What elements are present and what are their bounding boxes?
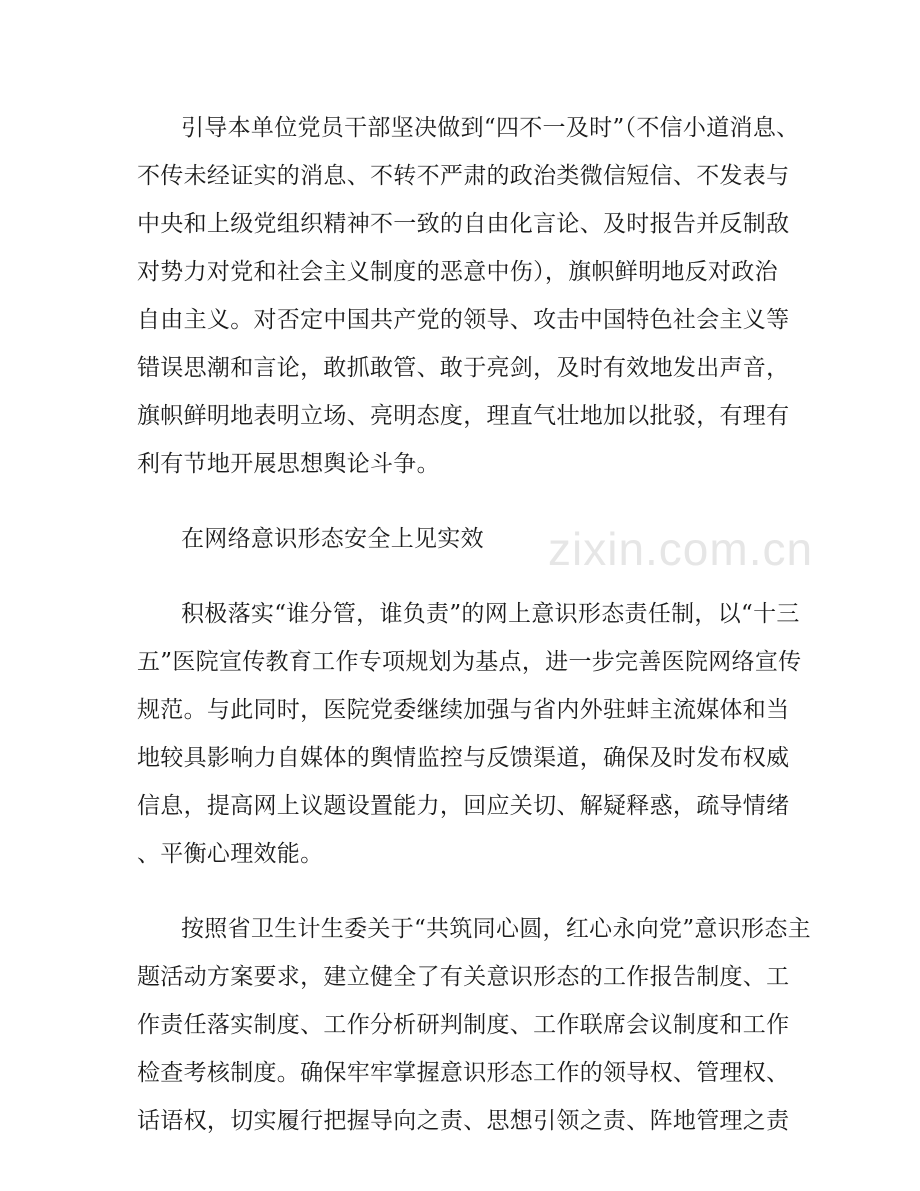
paragraph-2-line-3: 规范。与此同时，医院党委继续加强与省内外驻蚌主流媒体和当 — [137, 697, 790, 723]
paragraph-1-line-1: 引导本单位党员干部坚决做到“四不一及时”（不信小道消息、 — [181, 115, 800, 141]
section-heading: 在网络意识形态安全上见实效 — [181, 526, 484, 552]
paragraph-1-line-6: 错误思潮和言论，敢抓敢管、敢于亮剑，及时有效地发出声音， — [137, 355, 790, 381]
paragraph-3-line-2: 题活动方案要求，建立健全了有关意识形态的工作报告制度、工 — [137, 964, 790, 990]
watermark: zixin.com.cn — [548, 523, 814, 575]
paragraph-1-line-7: 旗帜鲜明地表明立场、亮明态度，理直气壮地加以批驳，有理有 — [137, 403, 790, 429]
paragraph-3-line-1: 按照省卫生计生委关于“共筑同心圆，红心永向党”意识形态主 — [181, 916, 811, 942]
paragraph-3-line-5: 话语权，切实履行把握导向之责、思想引领之责、阵地管理之责 — [137, 1108, 790, 1134]
paragraph-1-line-4: 对势力对党和社会主义制度的恶意中伤），旗帜鲜明地反对政治 — [137, 259, 778, 285]
paragraph-1-line-8: 利有节地开展思想舆论斗争。 — [137, 451, 440, 477]
paragraph-3-line-3: 作责任落实制度、工作分析研判制度、工作联席会议制度和工作 — [137, 1012, 790, 1038]
paragraph-3-line-4: 检查考核制度。确保牢牢掌握意识形态工作的领导权、管理权、 — [137, 1060, 790, 1086]
paragraph-2-line-6: 、平衡心理效能。 — [137, 841, 324, 867]
paragraph-2-line-1: 积极落实“谁分管，谁负责”的网上意识形态责任制，以“十三 — [181, 601, 800, 627]
paragraph-1-line-3: 中央和上级党组织精神不一致的自由化言论、及时报告并反制敌 — [137, 211, 790, 237]
paragraph-1-line-5: 自由主义。对否定中国共产党的领导、攻击中国特色社会主义等 — [137, 307, 790, 333]
paragraph-2-line-4: 地较具影响力自媒体的舆情监控与反馈渠道，确保及时发布权威 — [137, 745, 790, 771]
paragraph-1-line-2: 不传未经证实的消息、不转不严肃的政治类微信短信、不发表与 — [137, 163, 790, 189]
paragraph-2-line-2: 五”医院宣传教育工作专项规划为基点，进一步完善医院网络宣传 — [137, 649, 802, 675]
paragraph-2-line-5: 信息，提高网上议题设置能力，回应关切、解疑释惑，疏导情绪 — [137, 793, 790, 819]
